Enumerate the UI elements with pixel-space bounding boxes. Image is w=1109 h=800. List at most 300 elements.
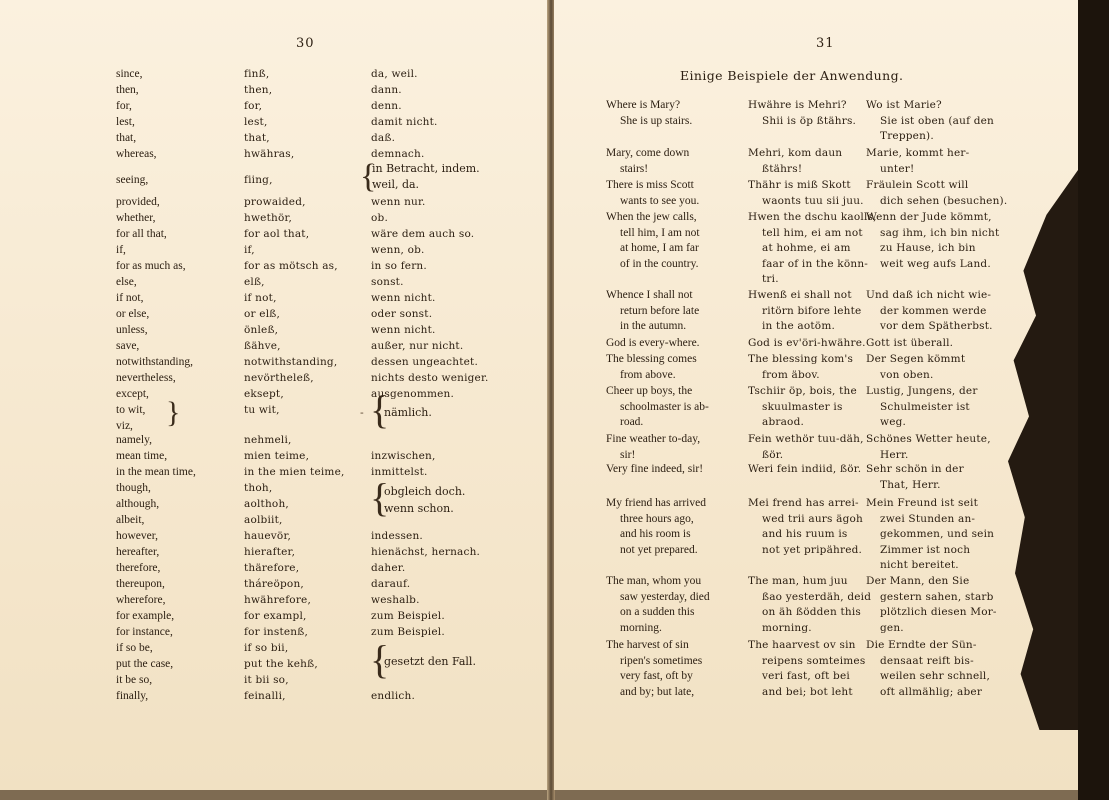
text-line: Lustig, Jungens, der [866, 385, 978, 397]
vocab-row [0, 354, 548, 370]
text-line: of in the country. [620, 257, 699, 270]
text-line: Cheer up boys, the [606, 385, 693, 397]
text-line: The man, hum juu [748, 575, 848, 587]
pronunciation: thärefore, [244, 562, 300, 574]
pronunciation: nehmeli, [244, 434, 292, 446]
german-meaning: dessen ungeachtet. [371, 356, 478, 368]
english-word: wherefore, [116, 594, 166, 606]
english-word: for example, [116, 610, 175, 622]
gloss: wenn schon. [384, 502, 454, 515]
text-line: and by; but late, [620, 685, 695, 698]
text-line: nicht bereitet. [880, 559, 959, 571]
pronunciation: hwährefore, [244, 594, 311, 606]
text-line: gen. [880, 621, 904, 634]
english-word: it be so, [116, 674, 153, 686]
vocab-row [0, 432, 548, 448]
pronunciation-text [748, 496, 863, 558]
text-line: abraod. [762, 416, 805, 428]
german-meaning: inmittelst. [371, 466, 428, 478]
english-word: viz, [116, 420, 133, 432]
english-word: therefore, [116, 562, 161, 574]
vocab-row [0, 544, 548, 560]
gloss: nämlich. [384, 406, 432, 419]
text-line: There is miss Scott [606, 179, 694, 191]
german-translation [866, 638, 996, 700]
pronunciation: lest, [244, 116, 268, 128]
english-word: for instance, [116, 626, 173, 638]
german-translation [866, 352, 996, 383]
english-sentence [606, 178, 730, 209]
gloss: gesetzt den Fall. [384, 655, 476, 668]
text-line: The blessing comes [606, 353, 697, 365]
english-word: nevertheless, [116, 372, 176, 384]
text-line: Der Mann, den Sie [866, 575, 970, 587]
pronunciation: for aol that, [244, 228, 310, 240]
text-line: saw yesterday, died [620, 590, 710, 603]
english-sentence [606, 288, 730, 335]
german-translation [866, 384, 996, 431]
german-meaning: zum Beispiel. [371, 610, 445, 622]
german-meaning: zum Beispiel. [371, 626, 445, 638]
pronunciation: if, [244, 244, 255, 256]
german-meaning: sonst. [371, 276, 404, 288]
english-word: whereas, [116, 148, 157, 160]
text-line: on äh ßödden this [762, 606, 862, 618]
pronunciation-text [748, 336, 866, 352]
text-line: Mary, come down [606, 147, 690, 159]
pronunciation: finß, [244, 68, 270, 80]
english-word: however, [116, 530, 159, 542]
english-sentence [606, 146, 730, 177]
pronunciation: tháreöpon, [244, 578, 304, 590]
english-word: that, [116, 132, 137, 144]
text-line: in the aotöm. [762, 320, 836, 332]
text-line: and bei; bot leht [762, 685, 853, 698]
pronunciation-text [748, 288, 860, 335]
text-line: Shii is öp ßtährs. [762, 114, 857, 127]
text-line: weg. [880, 416, 907, 428]
text-line: von oben. [880, 368, 934, 381]
english-word: if not, [116, 292, 144, 304]
pronunciation: prowaided, [244, 196, 306, 208]
section-heading: Einige Beispiele der Anwendung. [680, 68, 904, 83]
english-word: else, [116, 276, 137, 288]
brace: { [370, 475, 390, 520]
text-line: road. [620, 416, 644, 428]
german-meaning: in so fern. [371, 260, 427, 272]
text-line: Zimmer ist noch [880, 543, 971, 556]
german-translation [866, 178, 1008, 209]
pronunciation: it bii so, [244, 674, 289, 686]
vocab-row [0, 194, 548, 210]
english-word: though, [116, 482, 151, 494]
pronunciation: eksept, [244, 388, 284, 400]
english-word: since, [116, 68, 143, 80]
gloss-group [0, 501, 548, 517]
text-line: skuulmaster is [762, 400, 843, 413]
german-meaning: wäre dem auch so. [371, 228, 475, 240]
german-meaning: da, weil. [371, 68, 418, 80]
english-sentence [606, 98, 730, 129]
german-meaning: wenn nicht. [371, 324, 436, 336]
text-line: Die Erndte der Sün- [866, 639, 977, 651]
text-line: not yet prepared. [620, 543, 698, 556]
german-translation [866, 336, 996, 352]
text-line: densaat reift bis- [880, 654, 974, 667]
text-line: weit weg aufs Land. [880, 257, 991, 270]
english-word: if, [116, 244, 126, 256]
pronunciation: or elß, [244, 308, 281, 320]
text-line: ßör. [762, 448, 784, 461]
english-sentence [606, 638, 730, 700]
pronunciation: hierafter, [244, 546, 296, 558]
text-line: return before late [620, 304, 700, 317]
english-word: mean time, [116, 450, 168, 462]
english-word: lest, [116, 116, 135, 128]
english-word: finally, [116, 690, 149, 702]
pronunciation: that, [244, 132, 270, 144]
text-line: unter! [880, 162, 915, 175]
text-line: vor dem Spätherbst. [880, 320, 993, 332]
pronunciation: hwähras, [244, 148, 295, 160]
pronunciation: for instenß, [244, 626, 309, 638]
vocab-row [0, 306, 548, 322]
english-sentence [606, 496, 730, 558]
brace: { [370, 387, 390, 432]
text-line: tell him, ei am not [762, 226, 863, 239]
english-word: seeing, [116, 174, 149, 186]
german-meaning: demnach. [371, 148, 425, 160]
text-line: from äbov. [762, 368, 820, 381]
german-meaning: dann. [371, 84, 402, 96]
left-page [0, 0, 548, 790]
vocab-row [0, 258, 548, 274]
pronunciation-text [748, 638, 866, 700]
vocab-row [0, 672, 548, 688]
pronunciation-text [748, 384, 860, 431]
pronunciation: for exampl, [244, 610, 307, 622]
vocab-row [0, 322, 548, 338]
text-line: reipens somteimes [762, 654, 866, 667]
english-word: albeit, [116, 514, 145, 526]
text-line: When the jew calls, [606, 211, 697, 223]
english-word: in the mean time, [116, 466, 196, 478]
text-line: very fast, oft by [620, 670, 693, 682]
text-line: in the autumn. [620, 320, 687, 332]
vocab-row [0, 66, 548, 82]
text-line: faar of in the könn- [762, 257, 869, 270]
vocab-row [0, 210, 548, 226]
english-sentence [606, 336, 730, 352]
gloss-group [0, 177, 548, 193]
german-meaning: ob. [371, 212, 388, 224]
text-line: on a sudden this [620, 606, 695, 618]
english-word: although, [116, 498, 160, 510]
english-word: for, [116, 100, 132, 112]
english-word: save, [116, 340, 140, 352]
english-word: notwithstanding, [116, 356, 193, 368]
english-sentence [606, 574, 730, 636]
vocab-row [0, 576, 548, 592]
pronunciation: notwithstanding, [244, 356, 338, 368]
text-line: zwei Stunden an- [880, 512, 976, 525]
text-line: Herr. [880, 448, 909, 461]
text-line: The harvest of sin [606, 639, 689, 651]
text-line: Sehr schön in der [866, 463, 964, 475]
pronunciation-text [748, 574, 872, 636]
german-translation [866, 574, 996, 636]
german-meaning: wenn nur. [371, 196, 426, 208]
text-line: The haarvest ov sin [748, 639, 856, 651]
text-line: Schulmeister ist [880, 400, 970, 413]
gloss-group [0, 484, 548, 500]
vocab-row [0, 386, 548, 402]
text-line: Sie ist oben (auf den [880, 114, 995, 127]
text-line: Hwenß ei shall not [748, 289, 852, 301]
vocab-row [0, 448, 548, 464]
page-number: 31 [816, 36, 835, 51]
vocab-row [0, 114, 548, 130]
english-word: if so be, [116, 642, 153, 654]
text-line: sag ihm, ich bin nicht [880, 226, 1000, 239]
vocab-row [0, 290, 548, 306]
english-word: then, [116, 84, 139, 96]
pronunciation: hauevör, [244, 530, 292, 542]
text-line: sir! [620, 448, 636, 461]
german-translation [866, 496, 996, 574]
english-word: put the case, [116, 658, 174, 670]
text-line: Mehri, kom daun [748, 147, 843, 159]
english-word: except, [116, 388, 149, 400]
german-meaning: wenn, ob. [371, 244, 425, 256]
pronunciation: if so bii, [244, 642, 289, 654]
english-word: thereupon, [116, 578, 165, 590]
english-word: for all that, [116, 228, 167, 240]
vocab-row [0, 242, 548, 258]
text-line: Mein Freund ist seit [866, 497, 979, 509]
text-line: at hohme, ei am [762, 242, 851, 254]
german-meaning: darauf. [371, 578, 411, 590]
english-sentence [606, 352, 730, 383]
text-line: waonts tuu sii juu. [762, 194, 864, 207]
german-translation [866, 462, 996, 493]
english-word: to wit, [116, 404, 146, 416]
german-meaning: weshalb. [371, 594, 420, 606]
german-meaning: inzwischen, [371, 450, 436, 462]
text-line: Schönes Wetter heute, [866, 433, 991, 445]
text-line: ripen's sometimes [620, 654, 703, 667]
gloss: in Betracht, indem. [372, 162, 480, 175]
english-sentence [606, 384, 730, 431]
vocab-row [0, 592, 548, 608]
vocab-row [0, 464, 548, 480]
pronunciation: hwethör, [244, 212, 293, 224]
text-line: Weri fein indiid, ßör. [748, 463, 862, 475]
text-line: That, Herr. [880, 478, 941, 491]
text-line: oft allmählig; aber [880, 685, 983, 698]
pronunciation-text [748, 432, 864, 463]
vocab-row [0, 688, 548, 704]
vocab-row [0, 608, 548, 624]
text-line: Und daß ich nicht wie- [866, 289, 992, 301]
pronunciation: elß, [244, 276, 265, 288]
vocab-row [0, 370, 548, 386]
text-line: God is ev'öri-hwähre. [748, 337, 866, 349]
text-line: at home, I am far [620, 242, 699, 254]
pronunciation: aolbiit, [244, 514, 283, 526]
text-line: plötzlich diesen Mor- [880, 606, 997, 618]
pronunciation: then, [244, 84, 273, 96]
german-meaning: oder sonst. [371, 308, 433, 320]
brace: { [360, 158, 377, 195]
pronunciation: if not, [244, 292, 277, 304]
text-line: dich sehen (besuchen). [880, 194, 1008, 207]
pronunciation: thoh, [244, 482, 273, 494]
english-word: namely, [116, 434, 152, 446]
pronunciation: ßähve, [244, 340, 281, 352]
pronunciation-text [748, 146, 860, 177]
text-line: Fein wethör tuu-däh, [748, 433, 864, 445]
text-line: stairs! [620, 162, 649, 175]
text-line: Wenn der Jude kömmt, [866, 211, 992, 223]
text-line: tell him, I am not [620, 226, 700, 239]
pronunciation-text [748, 210, 877, 288]
english-sentence [606, 462, 730, 478]
german-meaning: indessen. [371, 530, 423, 542]
text-line: The man, whom you [606, 575, 702, 587]
text-line: morning. [762, 621, 812, 634]
pronunciation: nevörtheleß, [244, 372, 314, 384]
text-line: Fine weather to-day, [606, 433, 701, 445]
vocab-row [0, 274, 548, 290]
text-line: gekommen, und sein [880, 528, 995, 540]
pronunciation: fiing, [244, 174, 273, 186]
english-sentence [606, 210, 730, 272]
torn-edge [1008, 170, 1078, 730]
gloss-group [0, 654, 548, 670]
text-line: God is every-where. [606, 337, 700, 349]
german-meaning: ausgenommen. [371, 388, 455, 400]
page-number: 30 [296, 36, 315, 51]
german-meaning: daher. [371, 562, 406, 574]
pronunciation: mien teime, [244, 450, 310, 462]
english-word: provided, [116, 196, 160, 208]
pronunciation-text [748, 178, 864, 209]
text-line: Treppen). [880, 130, 934, 142]
english-sentence [606, 432, 730, 463]
text-line: schoolmaster is ab- [620, 400, 709, 413]
text-line: and his room is [620, 528, 691, 540]
german-meaning: endlich. [371, 690, 415, 702]
vocab-row [0, 146, 548, 162]
vocab-row [0, 98, 548, 114]
text-line: and his ruum is [762, 528, 848, 540]
text-line: morning. [620, 621, 662, 634]
vocab-row [0, 338, 548, 354]
text-line: wed trii aurs ägoh [762, 512, 863, 525]
vocab-row [0, 528, 548, 544]
german-meaning: denn. [371, 100, 402, 112]
text-line: der kommen werde [880, 304, 987, 317]
text-line: three hours ago, [620, 512, 694, 525]
vocab-row [0, 130, 548, 146]
text-line: My friend has arrived [606, 497, 706, 509]
german-meaning: hienächst, hernach. [371, 546, 481, 558]
german-meaning: wenn nicht. [371, 292, 436, 304]
vocab-row [0, 624, 548, 640]
pronunciation: for, [244, 100, 263, 112]
text-line: Hwen the dschu kaolls, [748, 211, 877, 223]
gloss-group [0, 161, 548, 177]
text-line: Very fine indeed, sir! [606, 463, 704, 475]
english-word: or else, [116, 308, 150, 320]
pronunciation: tu wit, [244, 404, 280, 416]
text-line: Hwähre is Mehri? [748, 99, 847, 111]
german-translation [866, 146, 996, 177]
pronunciation: aolthoh, [244, 498, 289, 510]
text-line: wants to see you. [620, 194, 700, 207]
german-meaning: nichts desto weniger. [371, 372, 489, 384]
text-line: weilen sehr schnell, [880, 670, 991, 682]
english-word: whether, [116, 212, 156, 224]
german-translation [866, 210, 1000, 272]
gloss-group: - nämlich. [360, 406, 432, 419]
text-line: Marie, kommt her- [866, 147, 970, 159]
pronunciation: feinalli, [244, 690, 286, 702]
text-line: Whence I shall not [606, 289, 693, 301]
pronunciation: for as mötsch as, [244, 260, 338, 272]
text-line: Wo ist Marie? [866, 99, 942, 111]
text-line: Tschiir öp, bois, the [748, 385, 857, 397]
text-line: tri. [762, 273, 779, 285]
vocab-row [0, 82, 548, 98]
text-line: ßao yesterdäh, deid [762, 590, 872, 603]
vocab-row [0, 226, 548, 242]
gloss: obgleich doch. [384, 485, 466, 498]
text-line: Mei frend has arrei- [748, 497, 859, 509]
text-line: The blessing kom's [748, 353, 854, 365]
text-line: Fräulein Scott will [866, 179, 969, 191]
text-line: ßtährs! [762, 162, 803, 175]
gloss: weil, da. [372, 178, 420, 191]
text-line: ritörn bifore lehte [762, 304, 862, 317]
pronunciation: put the kehß, [244, 658, 318, 670]
german-translation [866, 432, 996, 463]
brace: { [370, 637, 390, 682]
pronunciation-text [748, 462, 860, 478]
pronunciation-text [748, 98, 860, 129]
text-line: Thähr is miß Skott [748, 179, 851, 191]
english-word: hereafter, [116, 546, 160, 558]
english-word: for as much as, [116, 260, 186, 272]
german-translation [866, 288, 996, 335]
text-line: gestern sahen, starb [880, 590, 994, 603]
vocab-row [0, 560, 548, 576]
text-line: Where is Mary? [606, 99, 681, 111]
text-line: She is up stairs. [620, 114, 693, 127]
pronunciation-text [748, 352, 860, 383]
german-meaning: außer, nur nicht. [371, 340, 464, 352]
text-line: zu Hause, ich bin [880, 242, 976, 254]
text-line: not yet pripähred. [762, 543, 863, 556]
german-translation [866, 98, 996, 145]
german-meaning: daß. [371, 132, 396, 144]
pronunciation: in the mien teime, [244, 466, 345, 478]
background-edge [1078, 0, 1109, 800]
pronunciation: önleß, [244, 324, 279, 336]
english-word: unless, [116, 324, 148, 336]
text-line: veri fast, oft bei [762, 670, 850, 682]
